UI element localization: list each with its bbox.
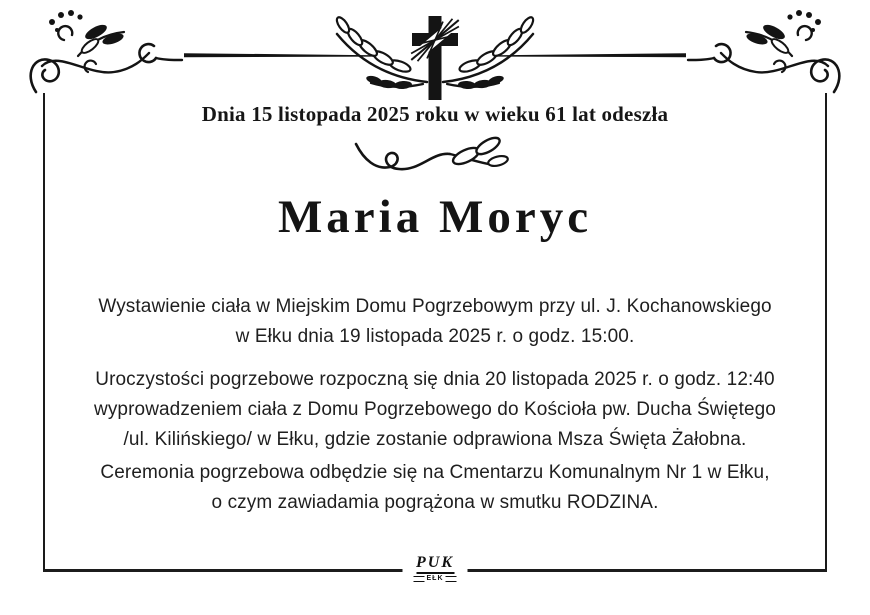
corner-flourish-left-icon: [31, 10, 182, 92]
corner-flourish-right-icon: [688, 10, 839, 92]
paragraph-line: Uroczystości pogrzebowe rozpoczną się dnia 20 listopada 2025 r. o godz. 12:40: [95, 369, 775, 390]
viewing-info-paragraph: [0, 292, 870, 352]
paragraph-line: wyprowadzeniem ciała z Domu Pogrzebowego do Kościoła pw. Ducha Świętego: [94, 399, 776, 420]
divider: [0, 130, 870, 181]
paragraph-line: Ceremonia pogrzebowa odbędzie się na Cmentarzu Komunalnym Nr 1 w Ełku,: [100, 462, 770, 483]
burial-info-paragraph: [0, 458, 870, 518]
puk-elk-logo: [403, 554, 468, 583]
logo-sub-text: EŁK: [426, 575, 444, 582]
vine-divider-icon: [350, 130, 520, 176]
logo-main-text: PUK: [416, 555, 454, 574]
paragraph-line: o czym zawiadamia pogrążona w smutku RODZINA.: [211, 492, 659, 513]
paragraph-line: /ul. Kilińskiego/ w Ełku, gdzie zostanie odprawiona Msza Święta Żałobna.: [123, 429, 747, 450]
announcement-line: Dnia 15 listopada 2025 roku w wieku 61 lat odeszła: [201, 102, 669, 126]
header-ornament: [0, 0, 870, 105]
header-line-right: [496, 53, 686, 57]
header-line-left: [184, 53, 374, 57]
paragraph-line: Wystawienie ciała w Miejskim Domu Pogrzebowym przy ul. J. Kochanowskiego: [98, 296, 772, 317]
logo-lines-left: [414, 576, 425, 582]
logo-lines-right: [446, 576, 457, 582]
funeral-service-paragraph: [0, 365, 870, 455]
paragraph-line: w Ełku dnia 19 listopada 2025 r. o godz. 15:00.: [235, 326, 635, 347]
deceased-name: Maria Moryc: [277, 191, 593, 243]
